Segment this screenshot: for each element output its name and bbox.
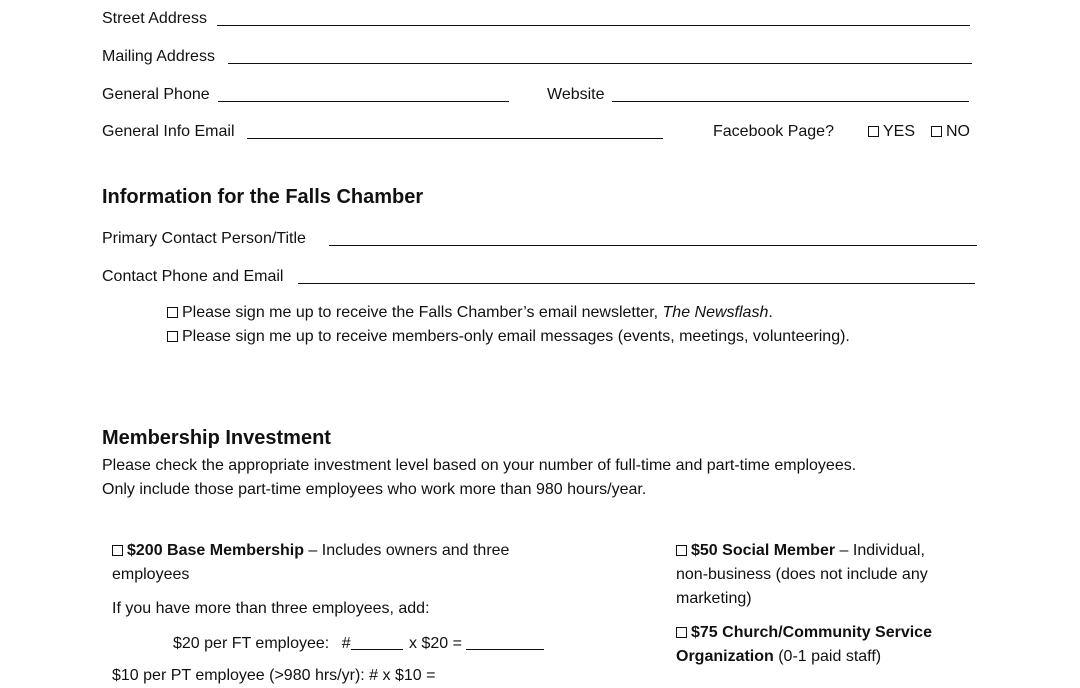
more-employees-text: If you have more than three employees, add: xyxy=(112,600,430,617)
primary-contact-label: Primary Contact Person/Title xyxy=(102,230,306,247)
no-checkbox[interactable] xyxy=(931,126,942,137)
ft-total-field[interactable] xyxy=(466,635,544,650)
ft-count-field[interactable] xyxy=(351,635,403,650)
pt-employee-row-partial: $10 per PT employee (>980 hrs/yr): # x $10 = xyxy=(112,667,436,684)
social-member-checkbox[interactable] xyxy=(676,545,687,556)
social-member-desc-line3: marketing) xyxy=(676,590,752,607)
chamber-info-heading: Information for the Falls Chamber xyxy=(102,186,424,208)
base-membership-title: $200 Base Membership xyxy=(127,542,304,559)
ft-multiplier: x $20 = xyxy=(409,635,462,652)
church-title-cont: Organization xyxy=(676,648,774,665)
website-field[interactable] xyxy=(612,101,969,102)
mailing-address-label: Mailing Address xyxy=(102,48,215,65)
church-desc: (0-1 paid staff) xyxy=(773,648,882,665)
social-member-desc-line2: non-business (does not include any xyxy=(676,566,928,583)
church-checkbox[interactable] xyxy=(676,627,687,638)
newsletter-end: . xyxy=(768,304,773,321)
base-membership-option[interactable] xyxy=(112,539,509,563)
base-membership-checkbox[interactable] xyxy=(112,545,123,556)
facebook-yes-option[interactable] xyxy=(868,122,915,142)
newsletter-checkbox[interactable] xyxy=(167,307,178,318)
newsletter-name: The Newsflash xyxy=(662,304,769,321)
membership-intro-line1: Please check the appropriate investment level based on your number of full-time and part-time employees. xyxy=(102,457,857,474)
contact-phone-email-label: Contact Phone and Email xyxy=(102,268,284,285)
facebook-page-label: Facebook Page? xyxy=(713,123,834,140)
contact-phone-email-field[interactable] xyxy=(298,283,975,284)
facebook-no-option[interactable] xyxy=(931,122,970,142)
general-info-email-field[interactable] xyxy=(247,138,663,139)
newsletter-option[interactable] xyxy=(167,303,773,323)
primary-contact-field[interactable] xyxy=(329,245,977,246)
yes-checkbox[interactable] xyxy=(868,126,879,137)
church-title: $75 Church/Community Service xyxy=(691,624,932,641)
base-membership-desc: – Includes owners and three xyxy=(303,542,510,559)
membership-heading: Membership Investment xyxy=(102,427,331,449)
general-info-email-label: General Info Email xyxy=(102,123,235,140)
general-phone-label: General Phone xyxy=(102,86,210,103)
street-address-label: Street Address xyxy=(102,10,207,27)
members-only-option[interactable] xyxy=(167,327,850,347)
social-member-title: $50 Social Member xyxy=(691,542,836,559)
church-option[interactable] xyxy=(676,621,932,645)
ft-employee-row xyxy=(173,632,544,656)
church-option-line2 xyxy=(676,645,881,669)
general-phone-field[interactable] xyxy=(218,101,509,102)
social-member-desc: – Individual, xyxy=(835,542,925,559)
members-only-checkbox[interactable] xyxy=(167,331,178,342)
membership-intro-line2: Only include those part-time employees who work more than 980 hours/year. xyxy=(102,481,647,498)
social-member-option[interactable] xyxy=(676,539,925,563)
newsletter-text: Please sign me up to receive the Falls Chamber’s email newsletter, xyxy=(182,304,663,321)
website-label: Website xyxy=(547,86,605,103)
street-address-field[interactable] xyxy=(217,25,970,26)
mailing-address-field[interactable] xyxy=(228,63,972,64)
base-membership-desc-cont: employees xyxy=(112,566,190,583)
hash-symbol: # xyxy=(341,635,351,652)
members-only-text: Please sign me up to receive members-only email messages (events, meetings, volunteering). xyxy=(182,328,850,345)
ft-rate-label: $20 per FT employee: xyxy=(173,635,330,652)
no-label: NO xyxy=(946,123,970,140)
yes-label: YES xyxy=(883,123,916,140)
